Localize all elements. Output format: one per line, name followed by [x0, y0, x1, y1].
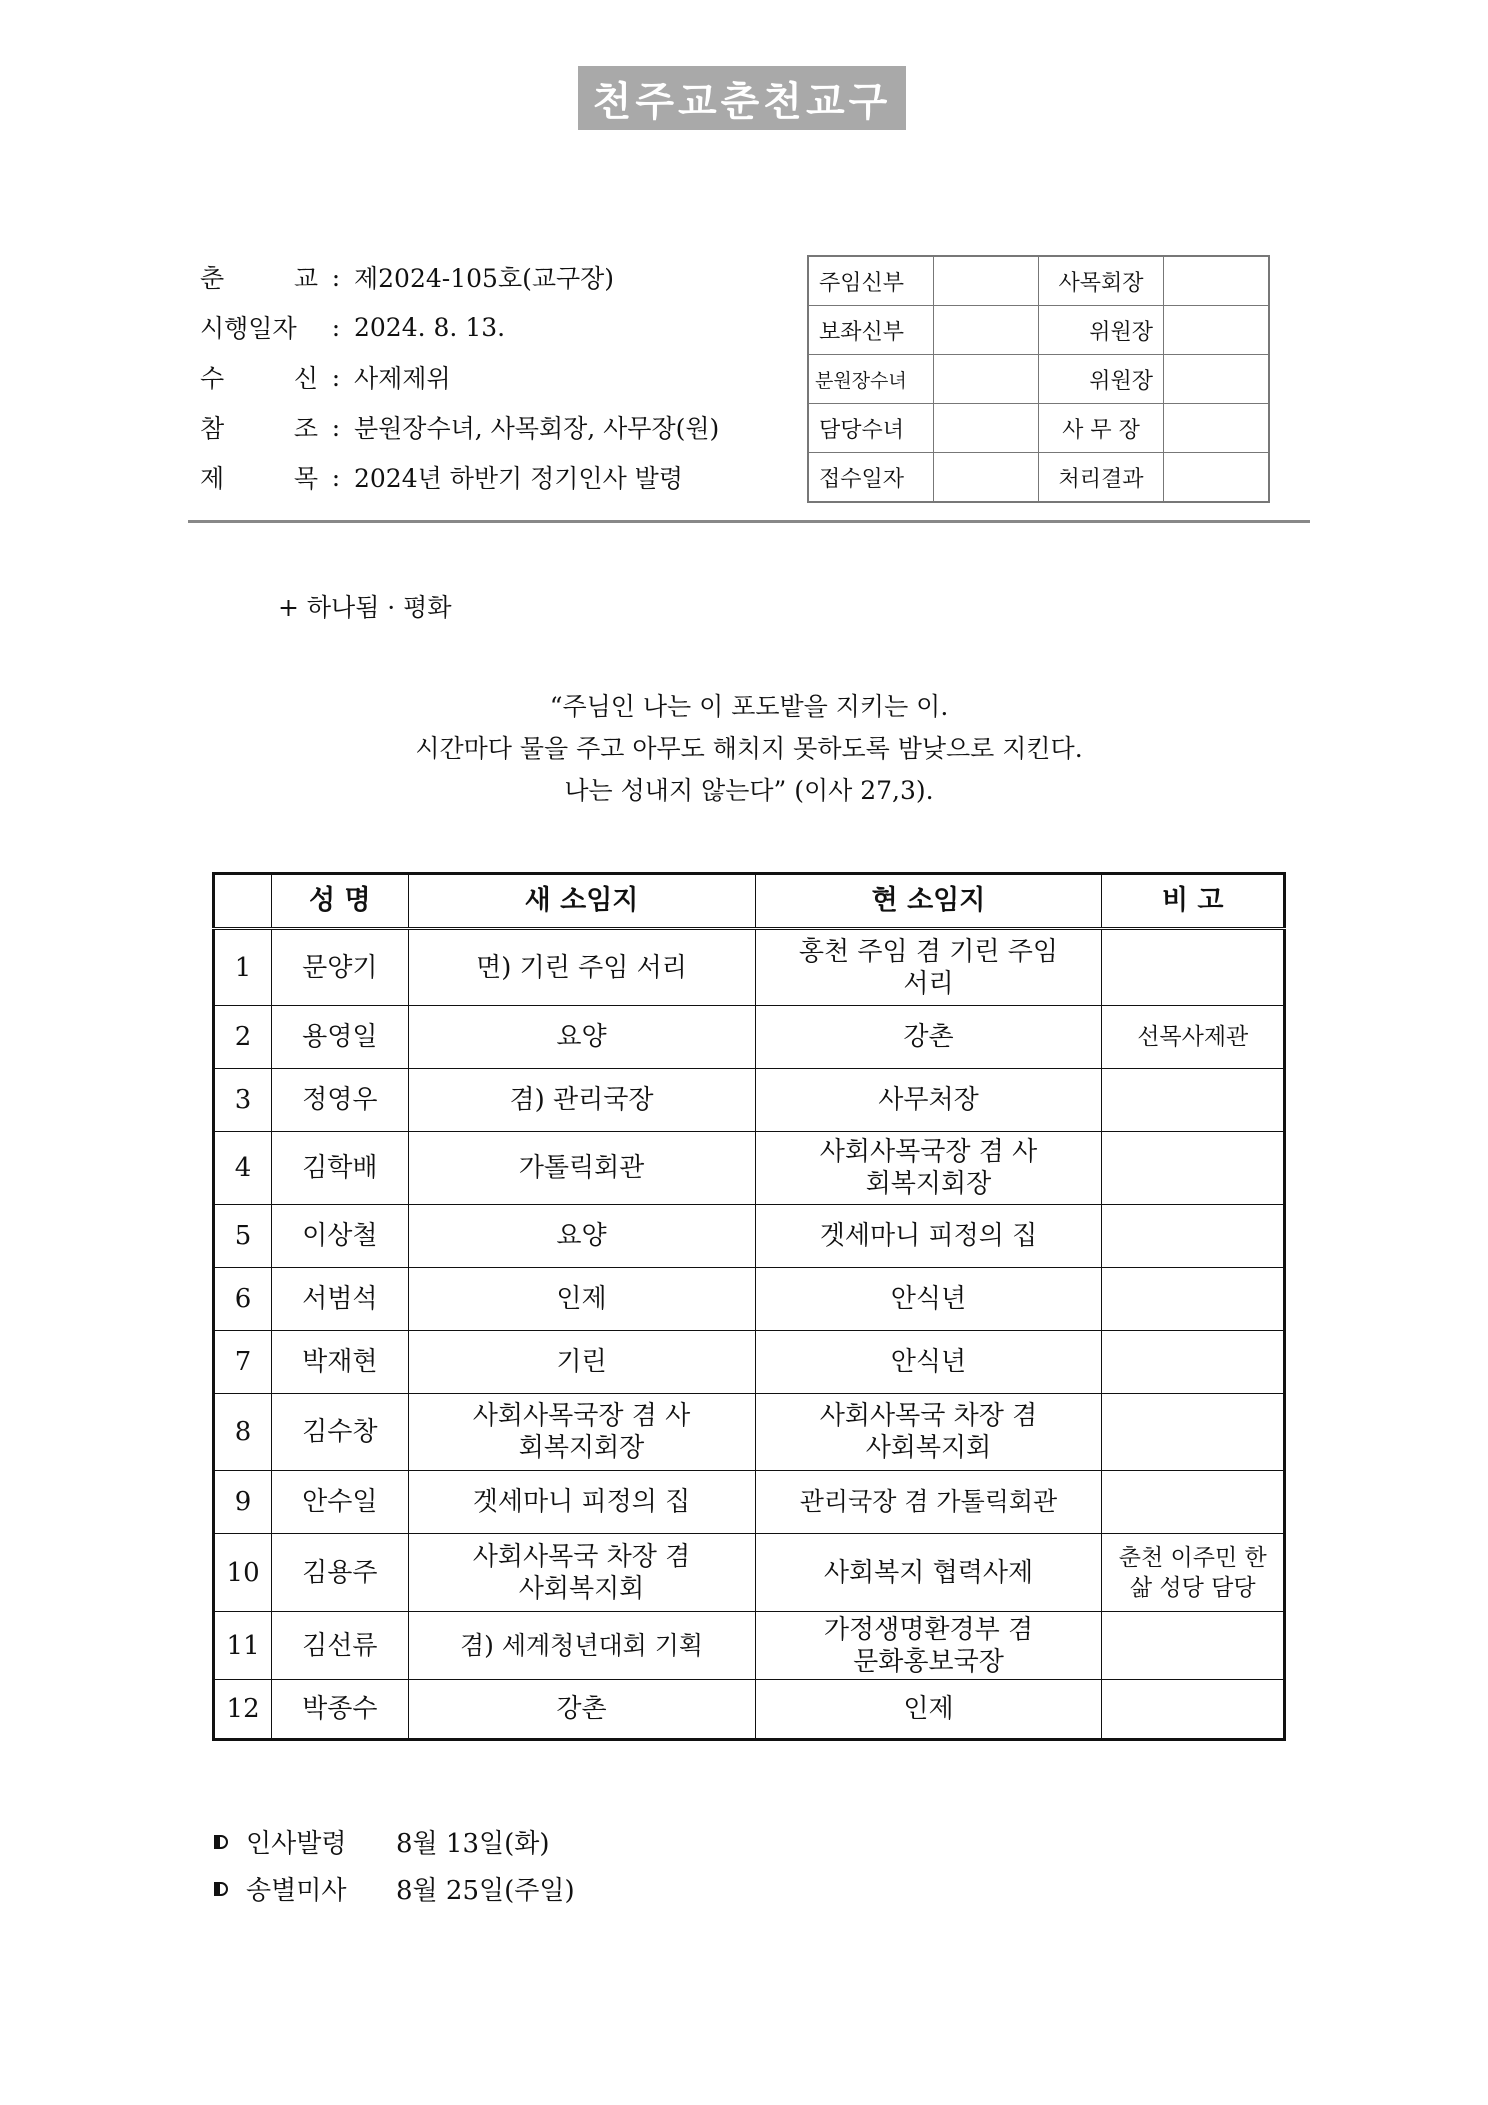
- table-row: [214, 929, 1285, 1006]
- schedule-value: 8월 25일(주일): [396, 1876, 575, 1906]
- cell-note: [1102, 1680, 1285, 1740]
- cell-name: 박재현: [272, 1331, 408, 1394]
- column-header-note: 비 고: [1102, 874, 1285, 929]
- approval-signature-cell: [934, 256, 1039, 306]
- cell-current-post: 강촌: [755, 1006, 1102, 1069]
- cell-new-post: 겸) 세계청년대회 기획: [408, 1612, 755, 1680]
- cell-number: 12: [214, 1680, 272, 1740]
- cell-number: 11: [214, 1612, 272, 1680]
- header-divider: [188, 520, 1310, 523]
- list-item: [214, 1818, 575, 1865]
- meta-row-subject: [200, 452, 800, 502]
- approval-row: [808, 355, 1269, 404]
- column-header-current-post: 현 소임지: [755, 874, 1102, 929]
- cell-name: 김학배: [272, 1132, 408, 1205]
- meta-row-reference: [200, 402, 800, 452]
- cell-name: 정영우: [272, 1069, 408, 1132]
- table-row: [214, 1132, 1285, 1205]
- table-header-row: [214, 874, 1285, 929]
- cell-current-post: 인제: [755, 1680, 1102, 1740]
- approval-label: 위원장: [1039, 306, 1164, 355]
- quote-line: 나는 성내지 않는다” (이사 27,3).: [564, 776, 934, 805]
- column-header-new-post: 새 소임지: [408, 874, 755, 929]
- meta-label: 시행일자: [200, 314, 297, 343]
- cell-current-post: 사회복지 협력사제: [755, 1534, 1102, 1612]
- cell-number: 10: [214, 1534, 272, 1612]
- approval-signature-cell: [934, 306, 1039, 355]
- quote-line: “주님인 나는 이 포도밭을 지키는 이.: [549, 692, 949, 721]
- meta-colon: :: [331, 312, 341, 342]
- cell-name: 김용주: [272, 1534, 408, 1612]
- meta-label: 춘 교: [200, 264, 318, 293]
- table-row: [214, 1680, 1285, 1740]
- table-row: [214, 1069, 1285, 1132]
- cell-number: 8: [214, 1394, 272, 1471]
- table-row: [214, 1205, 1285, 1268]
- approval-label: 사목회장: [1039, 256, 1164, 306]
- table-row: [214, 1534, 1285, 1612]
- cell-number: 1: [214, 929, 272, 1006]
- cell-new-post: 면) 기린 주임 서리: [408, 929, 755, 1006]
- schedule-label: 인사발령: [246, 1829, 347, 1859]
- scripture-quote: [188, 686, 1310, 812]
- approval-label: 접수일자: [808, 453, 934, 503]
- schedule-label: 송별미사: [246, 1876, 347, 1906]
- approval-label: 처리결과: [1039, 453, 1164, 503]
- approval-signature-cell: [934, 404, 1039, 453]
- cell-note: [1102, 1612, 1285, 1680]
- cell-new-post: 기린: [408, 1331, 755, 1394]
- cell-current-post: 겟세마니 피정의 집: [755, 1205, 1102, 1268]
- cell-new-post: 강촌: [408, 1680, 755, 1740]
- cell-name: 문양기: [272, 929, 408, 1006]
- cell-name: 안수일: [272, 1471, 408, 1534]
- document-meta: [200, 252, 800, 502]
- cell-new-post: 가톨릭회관: [408, 1132, 755, 1205]
- meta-value: 2024. 8. 13.: [354, 312, 506, 342]
- meta-value: 사제제위: [354, 364, 451, 393]
- cell-new-post: 인제: [408, 1268, 755, 1331]
- cell-current-post: 관리국장 겸 가톨릭회관: [755, 1471, 1102, 1534]
- cell-current-post: 가정생명환경부 겸 문화홍보국장: [755, 1612, 1102, 1680]
- approval-label: 분원장수녀: [808, 355, 934, 404]
- cell-number: 3: [214, 1069, 272, 1132]
- approval-signature-cell: [934, 355, 1039, 404]
- cell-new-post: 겸) 관리국장: [408, 1069, 755, 1132]
- bullet-icon: [214, 1882, 228, 1896]
- table-row: [214, 1331, 1285, 1394]
- table-row: [214, 1471, 1285, 1534]
- cell-number: 5: [214, 1205, 272, 1268]
- cell-note: [1102, 929, 1285, 1006]
- meta-colon: :: [331, 412, 341, 442]
- approval-label: 보좌신부: [808, 306, 934, 355]
- cell-number: 7: [214, 1331, 272, 1394]
- cell-current-post: 홍천 주임 겸 기린 주임 서리: [755, 929, 1102, 1006]
- approval-signature-cell: [1164, 306, 1270, 355]
- approval-row: [808, 404, 1269, 453]
- cell-number: 2: [214, 1006, 272, 1069]
- approval-signature-cell: [934, 453, 1039, 503]
- list-item: [214, 1865, 575, 1912]
- bullet-icon: [214, 1835, 228, 1849]
- approval-row: [808, 306, 1269, 355]
- approval-label: 사 무 장: [1039, 404, 1164, 453]
- approval-row: [808, 256, 1269, 306]
- cell-new-post: 사회사목국장 겸 사회복지회장: [408, 1394, 755, 1471]
- cell-note: 선목사제관: [1102, 1006, 1285, 1069]
- approval-label: 담당수녀: [808, 404, 934, 453]
- meta-colon: :: [331, 462, 341, 492]
- approval-signature-cell: [1164, 453, 1270, 503]
- cell-current-post: 사회사목국 차장 겸 사회복지회: [755, 1394, 1102, 1471]
- approval-row: [808, 453, 1269, 503]
- cell-number: 6: [214, 1268, 272, 1331]
- greeting: + 하나됨 · 평화: [278, 593, 452, 622]
- cell-name: 김선류: [272, 1612, 408, 1680]
- quote-line: 시간마다 물을 주고 아무도 해치지 못하도록 밤낮으로 지킨다.: [415, 734, 1083, 763]
- table-row: [214, 1394, 1285, 1471]
- cell-new-post: 겟세마니 피정의 집: [408, 1471, 755, 1534]
- meta-row-recipient: [200, 352, 800, 402]
- cell-note: [1102, 1069, 1285, 1132]
- cell-current-post: 안식년: [755, 1268, 1102, 1331]
- cell-name: 서범석: [272, 1268, 408, 1331]
- table-row: [214, 1006, 1285, 1069]
- approval-signature-cell: [1164, 256, 1270, 306]
- cell-name: 이상철: [272, 1205, 408, 1268]
- approval-box: [807, 255, 1270, 503]
- cell-number: 4: [214, 1132, 272, 1205]
- column-header-name: 성 명: [272, 874, 408, 929]
- approval-signature-cell: [1164, 404, 1270, 453]
- cell-note: 춘천 이주민 한삶 성당 담당: [1102, 1534, 1285, 1612]
- cell-note: [1102, 1331, 1285, 1394]
- meta-colon: :: [331, 362, 341, 392]
- schedule-list: [214, 1818, 575, 1912]
- approval-label: 주임신부: [808, 256, 934, 306]
- cell-name: 박종수: [272, 1680, 408, 1740]
- meta-row-doc-number: [200, 252, 800, 302]
- meta-label: 제 목: [200, 464, 318, 493]
- meta-label: 참 조: [200, 414, 318, 443]
- meta-value: 2024년 하반기 정기인사 발령: [354, 464, 683, 493]
- meta-colon: :: [331, 262, 341, 292]
- cell-new-post: 요양: [408, 1205, 755, 1268]
- diocese-logo: 천주교춘천교구: [578, 66, 906, 130]
- approval-label: 위원장: [1039, 355, 1164, 404]
- cell-current-post: 사회사목국장 겸 사회복지회장: [755, 1132, 1102, 1205]
- table-row: [214, 1612, 1285, 1680]
- cell-note: [1102, 1132, 1285, 1205]
- table-row: [214, 1268, 1285, 1331]
- meta-label: 수 신: [200, 364, 318, 393]
- cell-note: [1102, 1268, 1285, 1331]
- cell-current-post: 사무처장: [755, 1069, 1102, 1132]
- cell-new-post: 요양: [408, 1006, 755, 1069]
- schedule-value: 8월 13일(화): [396, 1829, 550, 1859]
- approval-signature-cell: [1164, 355, 1270, 404]
- cell-name: 용영일: [272, 1006, 408, 1069]
- cell-note: [1102, 1205, 1285, 1268]
- meta-row-date: [200, 302, 800, 352]
- appointments-table: [212, 872, 1286, 1741]
- cell-number: 9: [214, 1471, 272, 1534]
- meta-value: 제2024-105호(교구장): [354, 264, 615, 293]
- cell-name: 김수창: [272, 1394, 408, 1471]
- cell-note: [1102, 1394, 1285, 1471]
- column-header-number: [214, 874, 272, 929]
- cell-new-post: 사회사목국 차장 겸 사회복지회: [408, 1534, 755, 1612]
- meta-value: 분원장수녀, 사목회장, 사무장(원): [354, 414, 720, 443]
- cell-current-post: 안식년: [755, 1331, 1102, 1394]
- cell-note: [1102, 1471, 1285, 1534]
